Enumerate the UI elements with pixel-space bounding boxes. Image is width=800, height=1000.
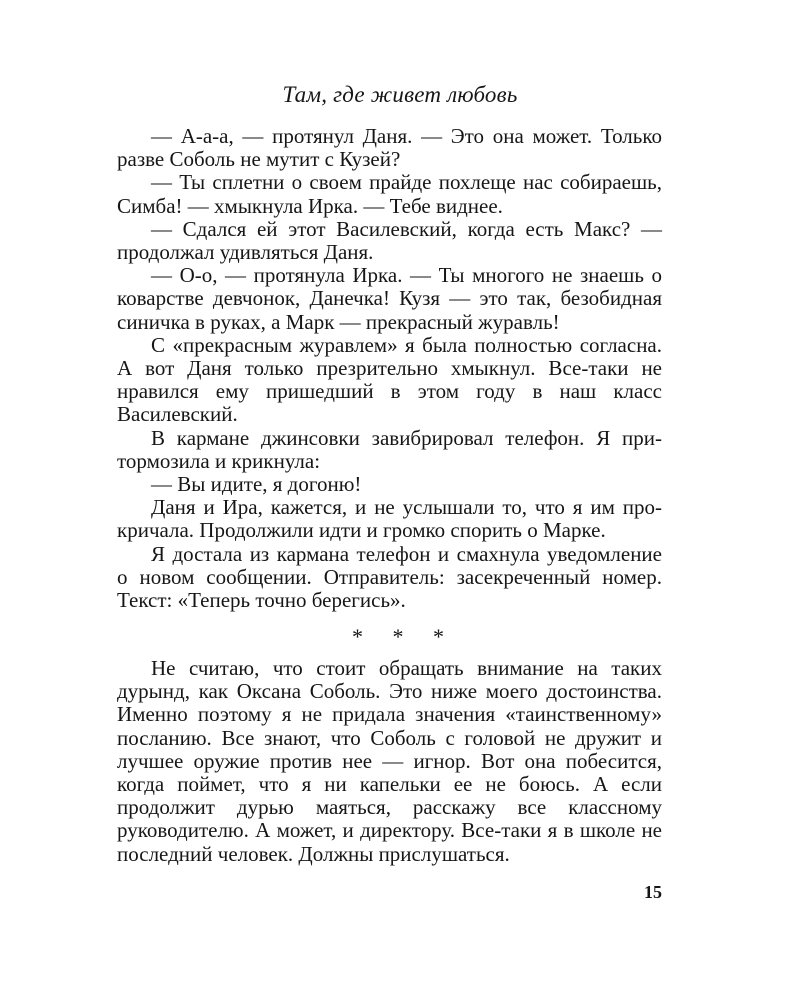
running-header: Там, где живет любовь xyxy=(282,82,518,107)
paragraph: В кармане джинсовки завибрировал телефон. Я притормозила и крикнула: xyxy=(117,425,662,473)
text-section-2 xyxy=(117,657,662,866)
paragraph: — Вы идите, я догоню! xyxy=(151,472,362,497)
paragraph: Даня и Ира, кажется, и не услышали то, что я им прокричала. Продолжили идти и громко спорить о Марке. xyxy=(117,495,662,543)
paragraph: — Сдался ей этот Василевский, когда есть Макс? — продолжал удивляться Даня. xyxy=(117,216,662,265)
paragraph: — Ты сплетни о своем прайде похлеще нас собираешь, Симба! — хмыкнула Ирка. — Тебе виднее. xyxy=(117,170,662,218)
text-section-1 xyxy=(117,125,662,612)
paragraph: — А-а-а, — протянул Даня. — Это она может. Только разве Соболь не мутит с Кузей? xyxy=(117,124,662,172)
paragraph: Я достала из кармана телефон и смахнула уведомление о новом сообщении. Отправитель: засекреченный номер. Текст: «Теперь точно берегись». xyxy=(117,541,662,613)
page-number: 15 xyxy=(644,882,662,902)
paragraph: Не считаю, что стоит обращать внимание на таких дурынд, как Оксана Соболь. Это ниже моего достоинства. Именно поэтому я не придала значения «таинственному» посланию. Все знают, что Соболь с головой не дружит и лучшее оружие против нее — игнор. Вот она побесится, когда поймет, что я ни капельки ее не боюсь. А если продолжит дурью маяться, расскажу все классному руководителю. А может, и директору. Все-таки я в школе не последний человек. Должны прислушаться. xyxy=(117,656,662,866)
paragraph: — О-о, — протянула Ирка. — Ты многого не знаешь о коварстве девчонок, Данечка! Кузя — это так, безобидная синичка в руках, а Марк — прекрасный журавль! xyxy=(117,263,662,334)
paragraph: С «прекрасным журавлем» я была полностью согласна. А вот Даня только презрительно хмыкнул. Все-таки не нравился ему пришедший в этом году в наш класс Василевский. xyxy=(117,332,662,427)
section-separator: * * * xyxy=(352,624,456,649)
